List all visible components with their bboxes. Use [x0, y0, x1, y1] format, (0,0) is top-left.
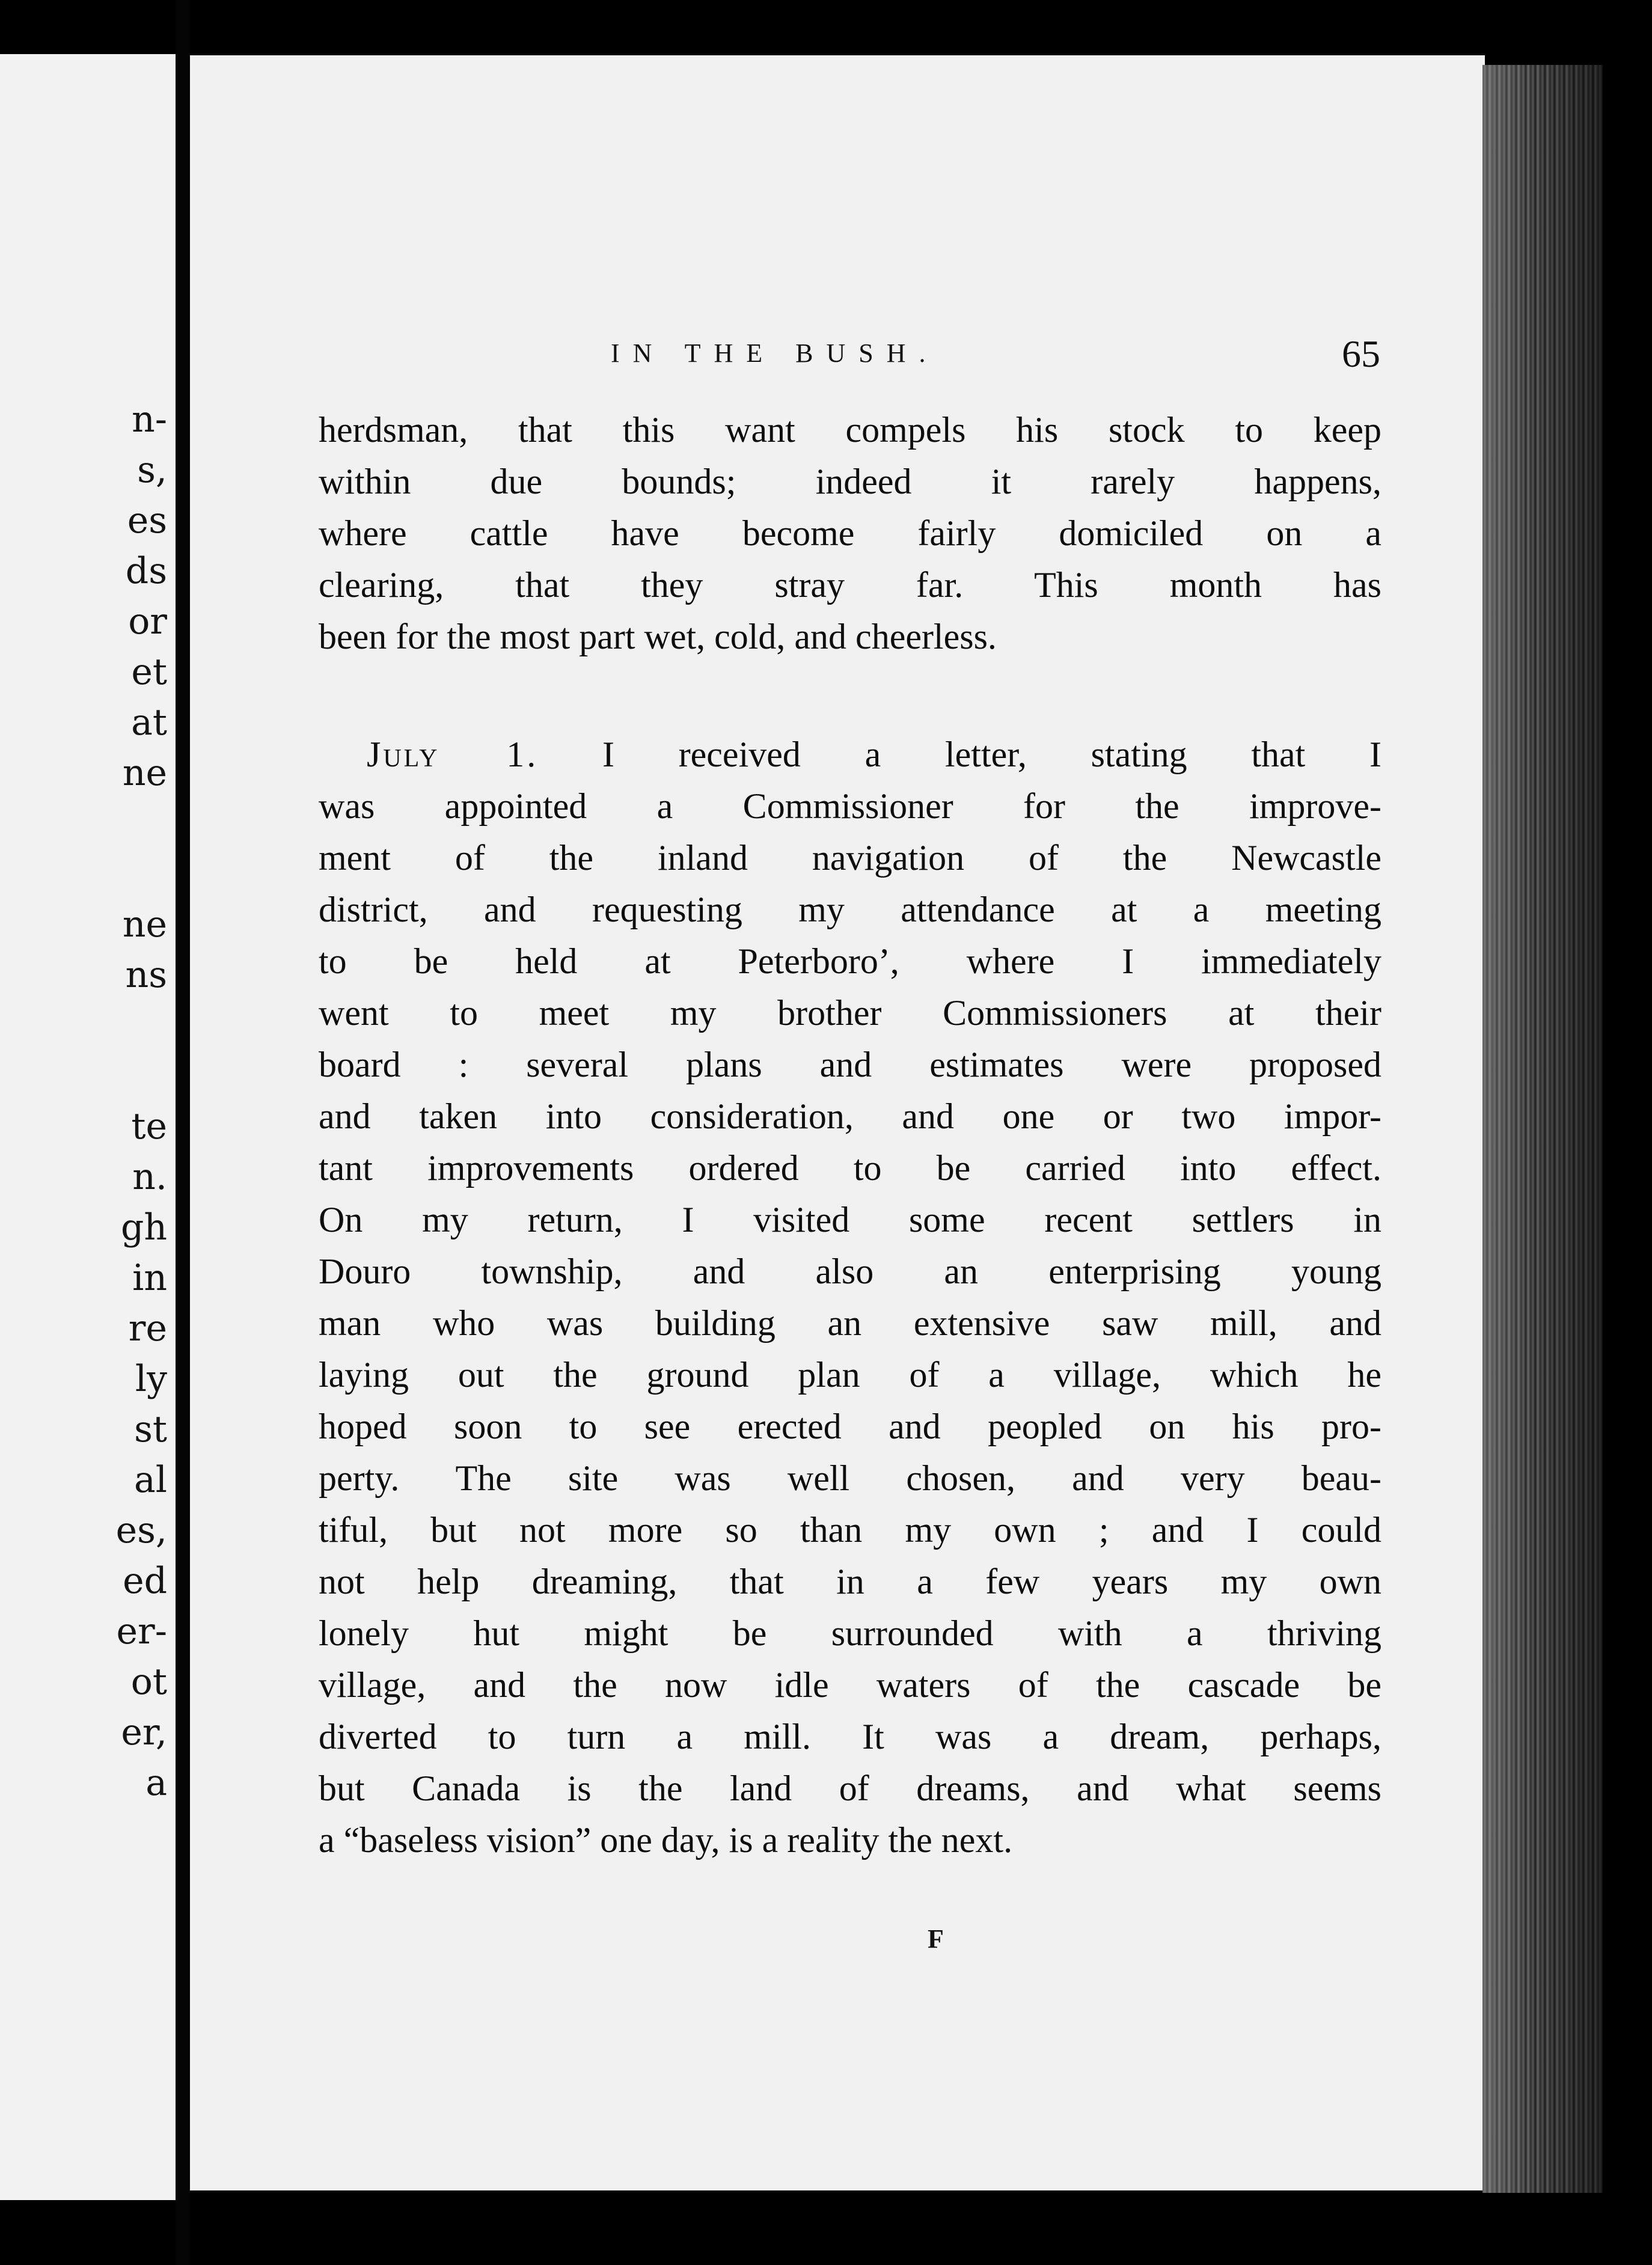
left-page-fragment: et: [131, 651, 167, 693]
signature-mark: F: [928, 1924, 944, 1954]
left-page-line-fragments: [11, 54, 167, 2200]
left-page-fragment: er,: [121, 1711, 167, 1753]
paragraph-2: [319, 729, 1381, 1866]
paragraph-2-line: perty. The site was well chosen, and very beau-: [319, 1458, 1381, 1498]
left-page-fragment: ed: [123, 1560, 167, 1602]
left-page-fragment: te: [131, 1105, 167, 1148]
paragraph-gap: [319, 662, 1381, 729]
left-page-fragment: al: [134, 1459, 167, 1501]
paragraph-2-line: not help dreaming, that in a few years my own: [319, 1562, 1381, 1601]
left-page-fragment: ds: [125, 550, 167, 592]
paragraph-2-line: lonely hut might be surrounded with a thriving: [319, 1613, 1381, 1653]
paragraph-2-line: ment of the inland navigation of the Newcastle: [319, 838, 1381, 878]
paragraph-2-line: On my return, I visited some recent settlers in: [319, 1200, 1381, 1239]
paragraph-1-line: within due bounds; indeed it rarely happens,: [319, 462, 1381, 501]
left-page-fragment: s,: [137, 449, 167, 491]
paragraph-1-line: herdsman, that this want compels his stock to keep: [319, 410, 1381, 450]
left-page-fragment: ot: [130, 1661, 167, 1703]
running-title: IN THE BUSH.: [611, 338, 939, 368]
left-page-fragment: st: [134, 1408, 167, 1450]
paragraph-2-line: Douro township, and also an enterprising young: [319, 1252, 1381, 1291]
paragraph-2-first-line-text: I received a letter, stating that I: [602, 735, 1382, 774]
paragraph-2-line: to be held at Peterboro’, where I immediately: [319, 941, 1381, 981]
page-edges-shading: [1482, 65, 1603, 2193]
paragraph-2-line: and taken into consideration, and one or two impor-: [319, 1096, 1381, 1136]
left-page-fragment: a: [145, 1762, 167, 1804]
paragraph-2-line: village, and the now idle waters of the cascade be: [319, 1665, 1381, 1705]
left-facing-page: [0, 54, 176, 2200]
paragraph-2-line: district, and requesting my attendance at a meeting: [319, 890, 1381, 929]
running-head: [611, 332, 1380, 386]
book-gutter: [176, 0, 190, 2265]
paragraph-2-line: board : several plans and estimates were proposed: [319, 1045, 1381, 1084]
paragraph-2-line: tant improvements ordered to be carried into effect.: [319, 1148, 1381, 1188]
page-edges-stack: [1482, 65, 1603, 2193]
left-page-fragment: ns: [125, 954, 167, 996]
page-number: 65: [1342, 332, 1380, 375]
paragraph-2-line: hoped soon to see erected and peopled on his pro-: [319, 1407, 1381, 1446]
left-page-fragment: re: [128, 1307, 167, 1350]
paragraph-2-line: man who was building an extensive saw mill, and: [319, 1303, 1381, 1343]
left-page-fragment: es: [127, 500, 167, 542]
entry-date: July 1.: [367, 735, 539, 774]
left-page-fragment: ly: [135, 1358, 167, 1400]
left-page-fragment: gh: [120, 1206, 167, 1249]
left-page-fragment: n-: [132, 399, 167, 441]
left-page-fragment: at: [131, 702, 167, 744]
paragraph-2-line: went to meet my brother Commissioners at their: [319, 993, 1381, 1033]
body-text: [319, 404, 1381, 1866]
left-page-fragment: ne: [122, 752, 167, 794]
paragraph-2-line: laying out the ground plan of a village, which he: [319, 1355, 1381, 1395]
left-page-fragment: in: [132, 1257, 167, 1299]
left-page-fragment: n.: [132, 1156, 167, 1198]
paragraph-2-line: a “baseless vision” one day, is a reality the next.: [319, 1820, 1013, 1860]
paragraph-1-line: where cattle have become fairly domiciled on a: [319, 513, 1381, 553]
paragraph-2-line: was appointed a Commissioner for the improve-: [319, 786, 1381, 826]
paragraph-2-line: but Canada is the land of dreams, and what seems: [319, 1768, 1381, 1808]
paragraph-1: [319, 404, 1381, 662]
right-page: [190, 55, 1485, 2190]
paragraph-1-line: clearing, that they stray far. This month has: [319, 565, 1381, 605]
left-page-fragment: or: [128, 601, 167, 643]
left-page-fragment: ne: [122, 903, 167, 946]
left-page-fragment: es,: [115, 1509, 167, 1551]
left-page-fragment: er-: [116, 1610, 167, 1652]
paragraph-2-line: tiful, but not more so than my own ; and I could: [319, 1510, 1381, 1550]
paragraph-2-first-line: [319, 729, 1381, 780]
paragraph-1-line: been for the most part wet, cold, and cheerless.: [319, 617, 997, 656]
paragraph-2-line: diverted to turn a mill. It was a dream, perhaps,: [319, 1717, 1381, 1756]
